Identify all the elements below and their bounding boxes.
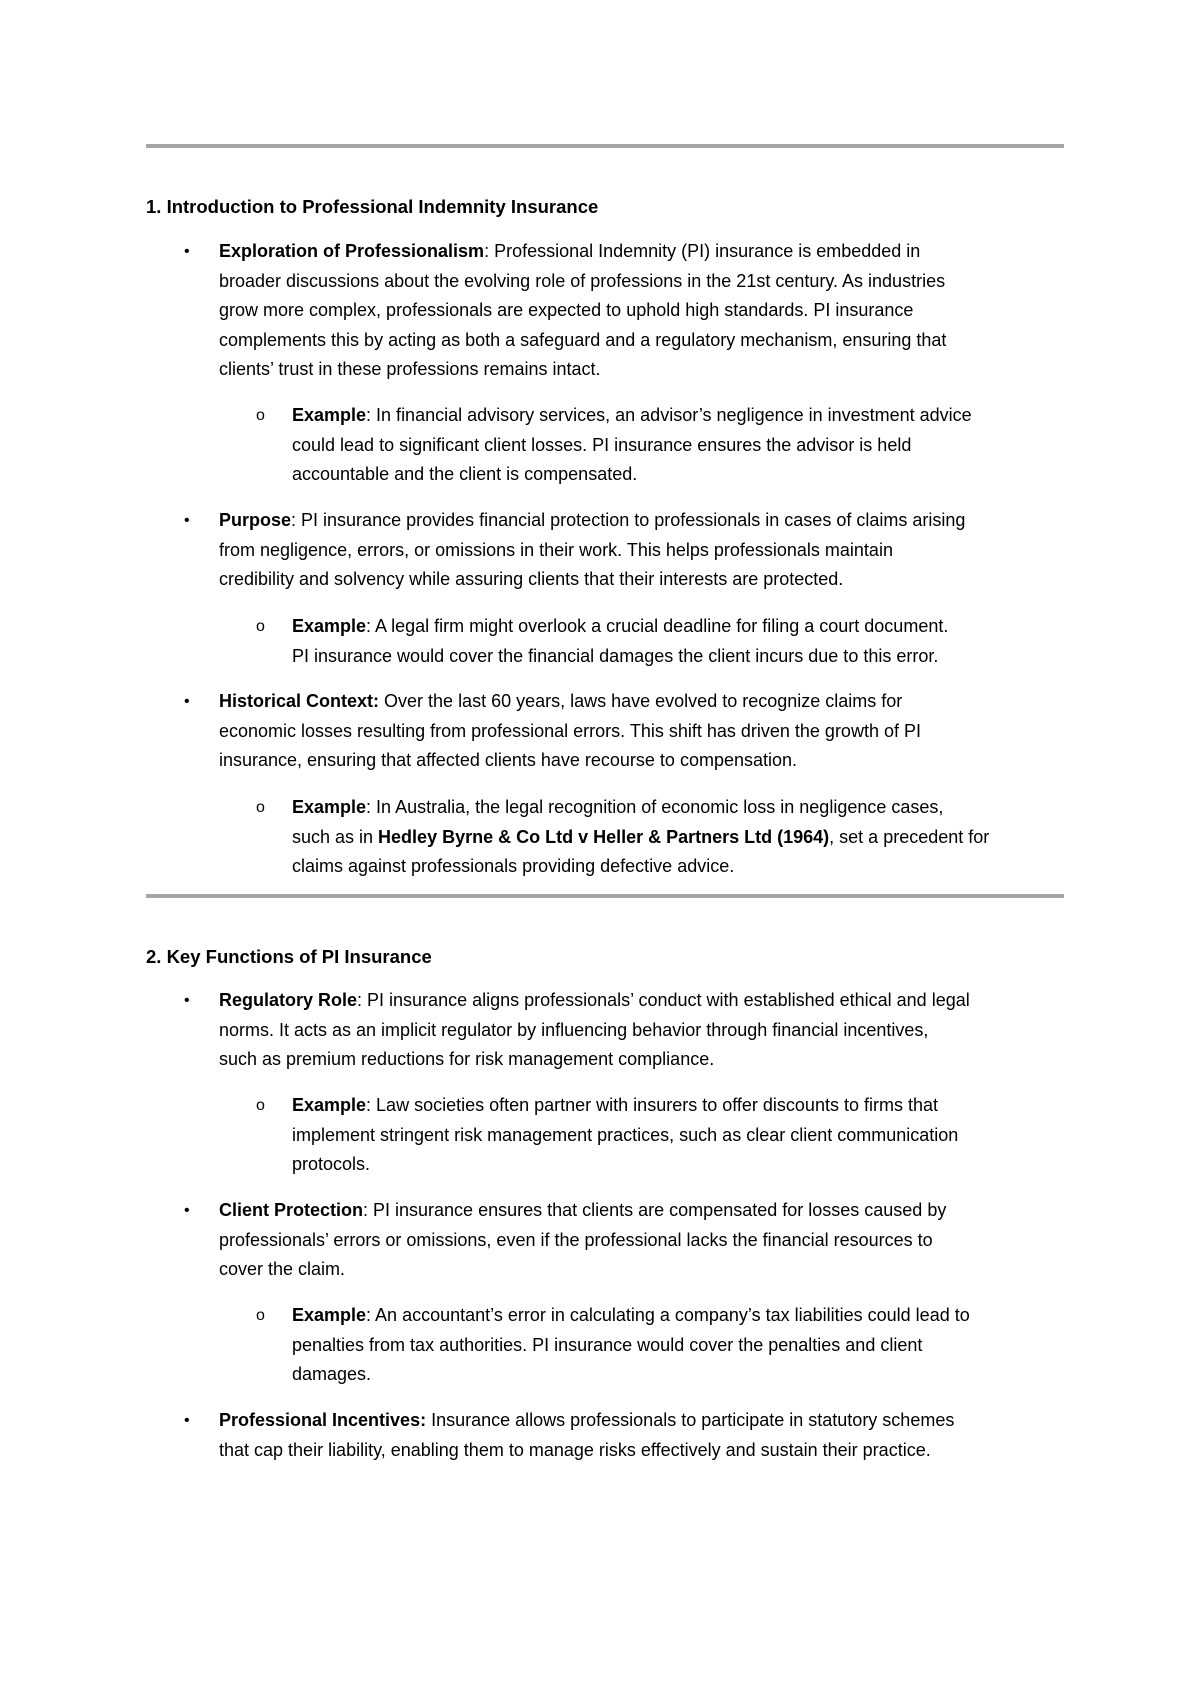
example-lead: Example: [292, 1095, 367, 1115]
list-item-purpose: • Purpose: PI insurance provides financial protection to professionals in cases of claims arising from negligence, errors, or omissions in their work. This helps professionals maintain credibility and solvency while assuring clients that their interests are protected.: [146, 506, 1064, 595]
sub-item-example: o Example: An accountant’s error in calculating a company’s tax liabilities could lead to penalties from tax authorities. PI insurance would cover the penalties and client damages.: [146, 1301, 1064, 1390]
example-lead: Example: [292, 405, 367, 425]
bullet-marker: •: [184, 512, 190, 529]
sub-bullet-marker: o: [256, 1097, 265, 1114]
bullet-marker: •: [184, 992, 190, 1009]
item-lead: Client Protection: [219, 1200, 364, 1220]
item-lead: Historical Context:: [219, 691, 380, 711]
item-lead: Professional Incentives:: [219, 1410, 427, 1430]
sub-bullet-marker: o: [256, 799, 265, 816]
bullet-marker: •: [184, 693, 190, 710]
bullet-marker: •: [184, 243, 190, 260]
sub-item-example: o Example: In financial advisory services, an advisor’s negligence in investment advice could lead to significant client losses. PI insurance ensures the advisor is held accountable and the client is compensated.: [146, 401, 1064, 490]
item-lead: Purpose: [219, 510, 292, 530]
list-item-regulatory-role: • Regulatory Role: PI insurance aligns professionals’ conduct with established ethical and legal norms. It acts as an implicit regulator by influencing behavior through financial incentives, such as premium reductions for risk management compliance.: [146, 986, 1064, 1075]
item-lead: Exploration of Professionalism: [219, 241, 485, 261]
sub-bullet-marker: o: [256, 407, 265, 424]
example-lead: Example: [292, 797, 367, 817]
list-item-exploration: • Exploration of Professionalism: Professional Indemnity (PI) insurance is embedded in broader discussions about the evolving role of professions in the 21st century. As industries grow more complex, professionals are expected to uphold high standards. PI insurance complements this by acting as both a safeguard and a regulatory mechanism, ensuring that clients’ trust in these professions remains intact.: [146, 237, 1064, 385]
example-lead: Example: [292, 616, 367, 636]
sub-item-example: o Example: Law societies often partner with insurers to offer discounts to firms that implement stringent risk management practices, such as clear client communication protocols.: [146, 1091, 1064, 1180]
list-item-professional-incentives: • Professional Incentives: Insurance allows professionals to participate in statutory schemes that cap their liability, enabling them to manage risks effectively and sustain their practice.: [146, 1406, 1064, 1465]
horizontal-rule: [146, 894, 1064, 898]
sub-bullet-marker: o: [256, 1307, 265, 1324]
example-lead: Example: [292, 1305, 367, 1325]
case-citation: Hedley Byrne & Co Ltd v Heller & Partners Ltd (1964): [378, 826, 830, 847]
section-heading: 1. Introduction to Professional Indemnity Insurance: [146, 196, 599, 217]
list-item-client-protection: • Client Protection: PI insurance ensures that clients are compensated for losses caused by professionals’ errors or omissions, even if the professional lacks the financial resources to cover the claim.: [146, 1196, 1064, 1285]
sub-item-example: o Example: A legal firm might overlook a crucial deadline for filing a court document. PI insurance would cover the financial damages the client incurs due to this error.: [146, 612, 1064, 671]
horizontal-rule: [146, 144, 1064, 148]
sub-bullet-marker: o: [256, 618, 265, 635]
item-lead: Regulatory Role: [219, 990, 358, 1010]
section-heading: 2. Key Functions of PI Insurance: [146, 946, 432, 967]
bullet-marker: •: [184, 1412, 190, 1429]
bullet-marker: •: [184, 1202, 190, 1219]
sub-item-example: o Example: In Australia, the legal recognition of economic loss in negligence cases, such as in Hedley Byrne & Co Ltd v Heller & Partners Ltd (1964), set a precedent for claims against professionals providing defective advice.: [146, 793, 1064, 882]
list-item-historical-context: • Historical Context: Over the last 60 years, laws have evolved to recognize claims for economic losses resulting from professional errors. This shift has driven the growth of PI insurance, ensuring that affected clients have recourse to compensation.: [146, 687, 1064, 776]
